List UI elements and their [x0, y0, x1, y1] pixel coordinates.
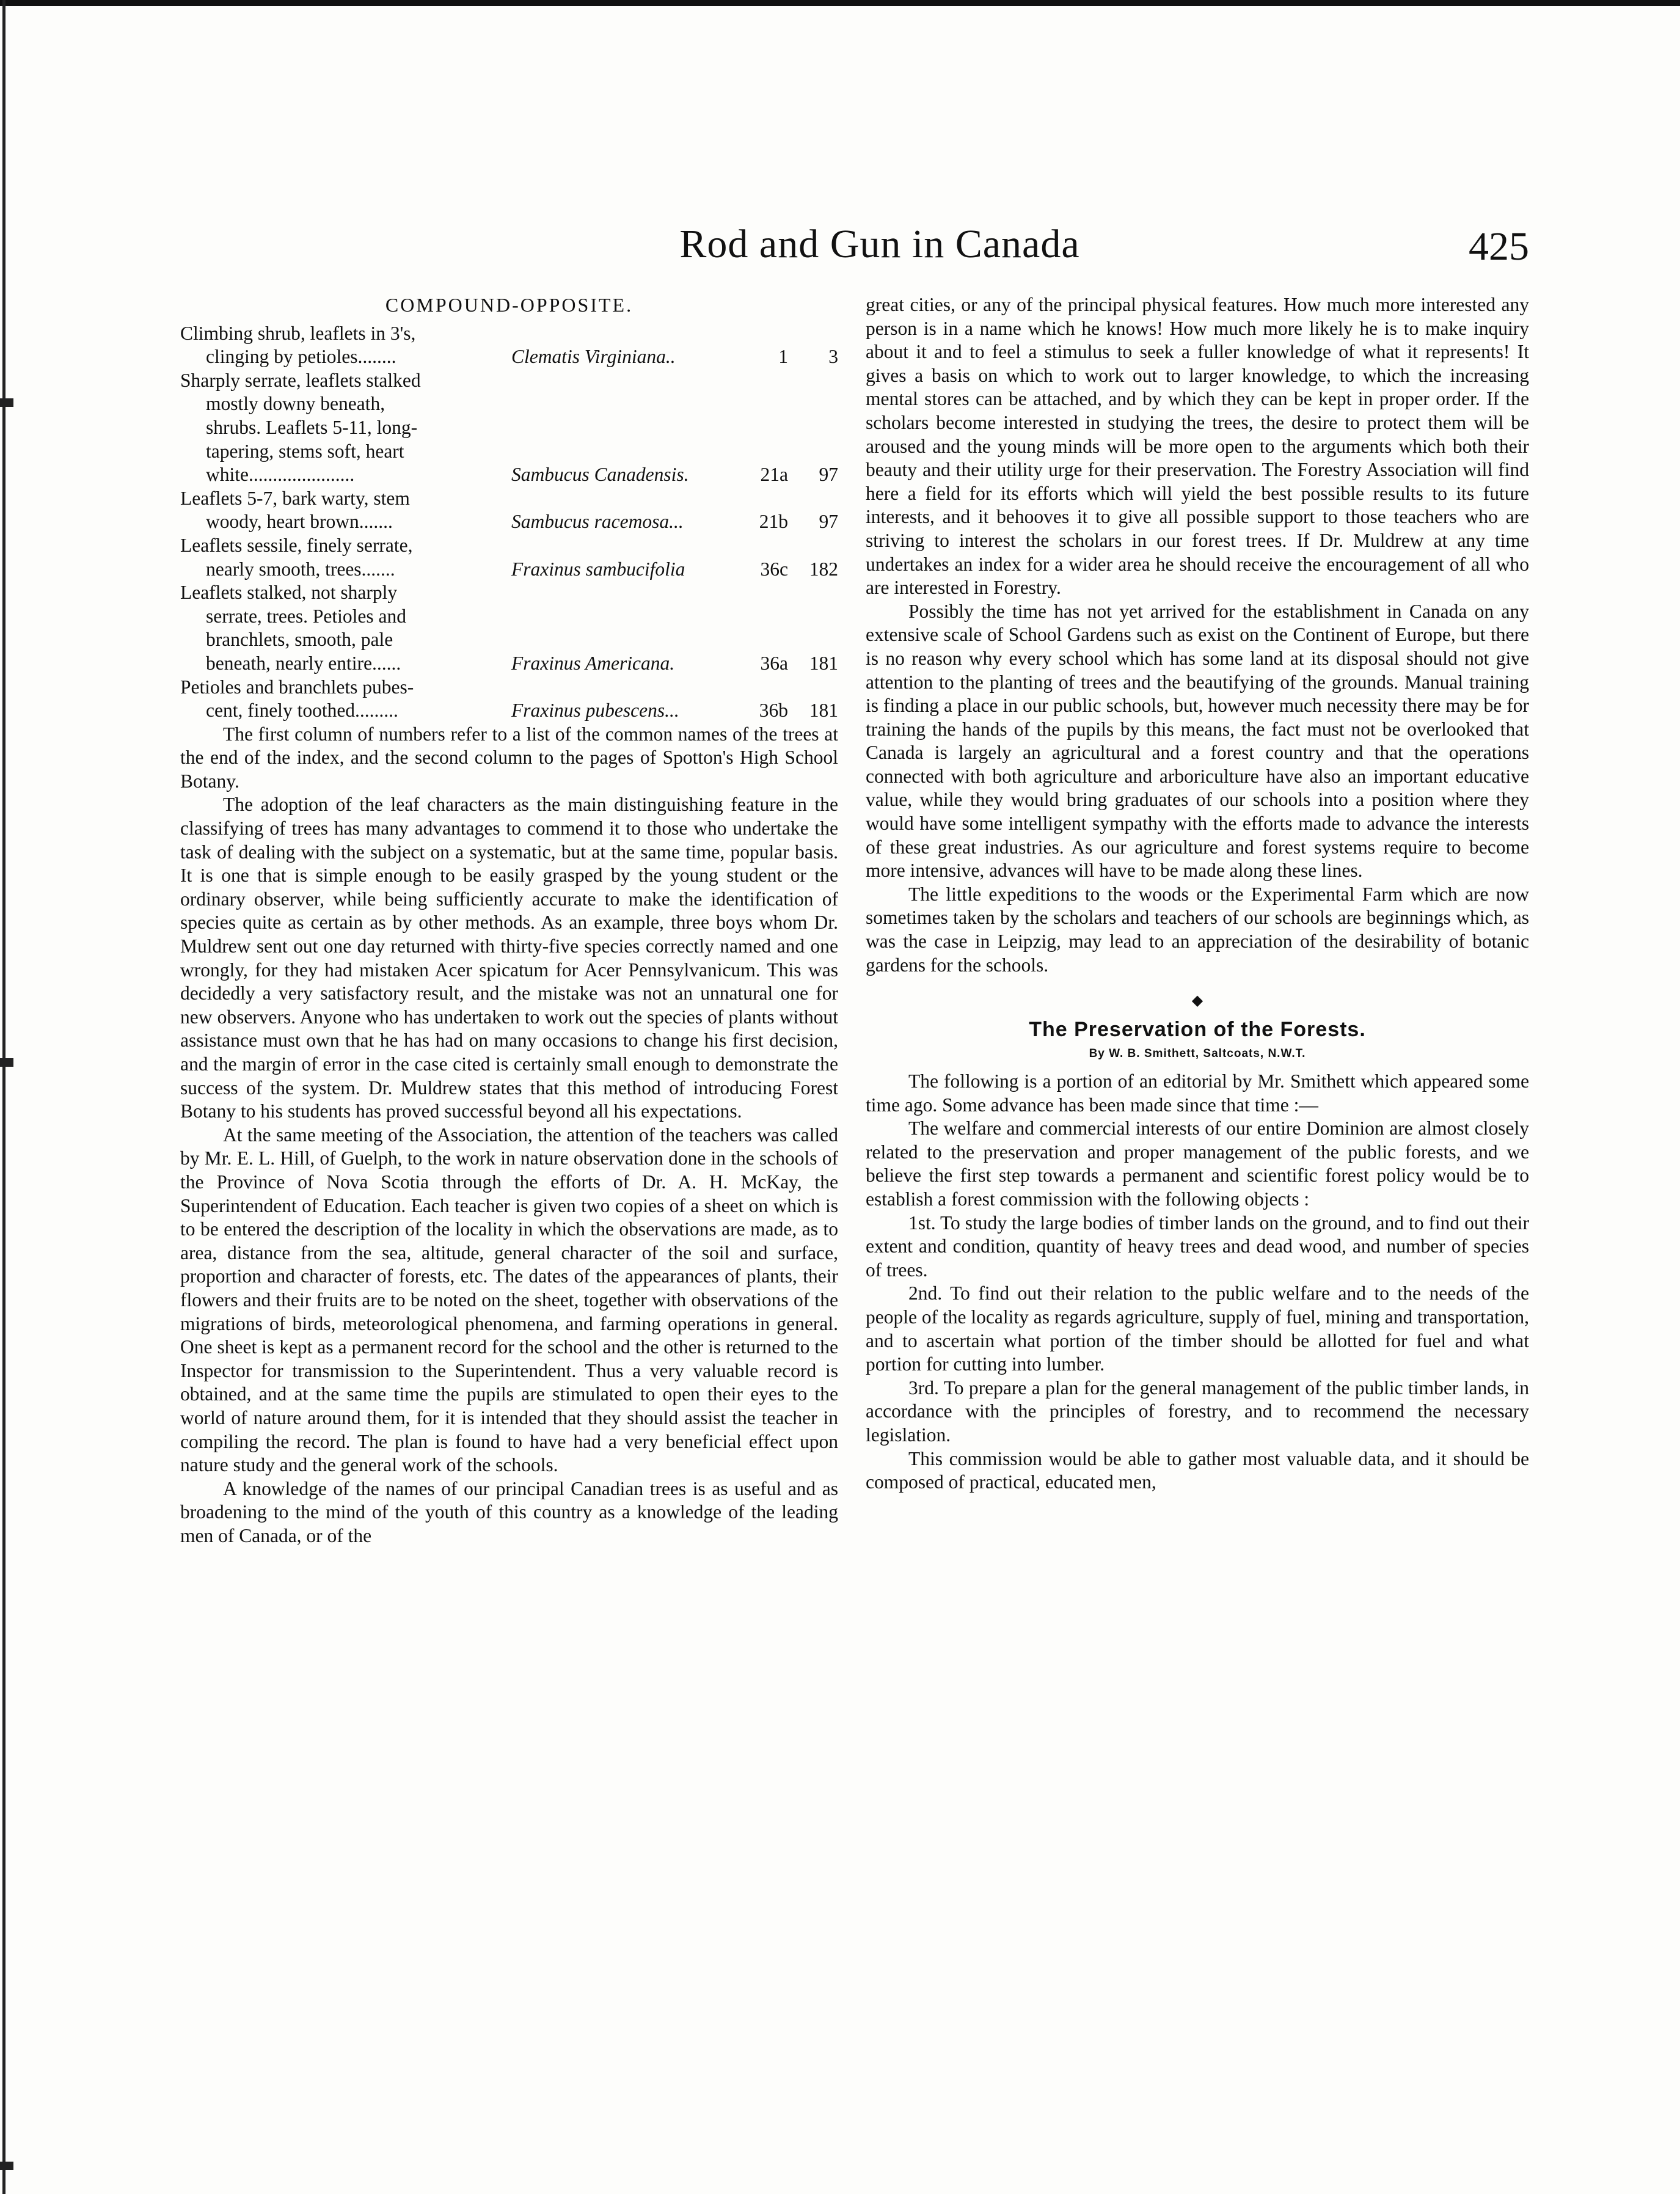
- paragraph: The adoption of the leaf characters as the main distinguishing feature in the classifying of trees has many advantages to commend it to those who undertake the task of dealing with the subject on a systematic, but at the same time, popular basis. It is one that is simple enough to be easily grasped by the young student or the ordinary observer, while being sufficiently accurate to make the identification of species quite as certain as by other methods. As an example, three boys whom Dr. Muldrew sent out one day returned with thirty-five species correctly named and one wrongly, for they had mistaken Acer spicatum for Acer Pennsylvanicum. This was decidedly a very satisfactory result, and the mistake was not an unnatural one for new observers. Anyone who has undertaken to work out the species of plants without assistance must own that he has had on many occasions to change his first decision, and the margin of error in the case cited is certainly small enough to demonstrate the success of the system. Dr. Muldrew states that this method of introducing Forest Botany to his students has proved successful beyond all his expectations.: [180, 794, 838, 1122]
- key-description: mostly downy beneath,: [206, 393, 385, 415]
- key-page-number: 181: [809, 700, 838, 722]
- paragraph: great cities, or any of the principal physical features. How much more interested any person is in a name which he knows! How much more likely he is to make inquiry about it and to feel a stimulus to seek a fuller knowledge of what it represents! It gives a basis on which to work out to larger knowledge, to which the increasing mental stores can be attached, and by which they can be kept in proper order. If the scholars become interested in studying the trees, the desire to protect them will be aroused and the young minds will be more open to the arguments which both their beauty and their utility urge for their preservation. The Forestry Association will find here a field for its efforts which will yield the best possible results to its future interests, and it behooves it to give all possible support to those teachers who are striving to interest the scholars in our forest trees. If Dr. Muldrew at any time undertakes an index for a wider area he should receive the encouragement of all who are interested in Forestry.: [866, 294, 1529, 599]
- left-column: [180, 293, 838, 1548]
- key-description: clinging by petioles........: [206, 346, 396, 368]
- key-row: [180, 416, 838, 440]
- key-description: Leaflets sessile, finely serrate,: [180, 534, 413, 556]
- key-row: [180, 440, 838, 464]
- key-row: [180, 676, 838, 700]
- article-byline: By W. B. Smithett, Saltcoats, N.W.T.: [1089, 1047, 1306, 1061]
- key-page-number: 97: [819, 511, 838, 533]
- paragraph: Possibly the time has not yet arrived for the establishment in Canada on any extensive scale of School Gardens such as exist on the Continent of Europe, but there is no reason why every school which has some land at its disposal should not give attention to the planting of trees and the beautifying of the grounds. Manual training is finding a place in our public schools, but, however much necessity there may be for training the hands of the pupils by this means, the fact must not be overlooked that Canada is largely an agricultural and a forest country and that the operations connected with both agriculture and arboriculture have also an important educative value, while they would bring graduates of our schools into a position where they would have some intelligent sympathy with the efforts made to advance the interests of these great industries. As our agriculture and forest systems require to become more intensive, advances will have to be made along these lines.: [866, 600, 1529, 882]
- key-row: [180, 322, 838, 346]
- key-row: [180, 652, 838, 676]
- key-description: Leaflets 5-7, bark warty, stem: [180, 487, 410, 509]
- key-species-name: Sambucus racemosa...: [511, 511, 684, 533]
- top-rule: [0, 0, 1680, 6]
- key-description: Petioles and branchlets pubes-: [180, 676, 414, 698]
- right-column: [866, 293, 1529, 1494]
- key-page-number: 97: [819, 464, 838, 486]
- paragraph: A knowledge of the names of our principal Canadian trees is as useful and as broadening to the mind of the youth of this country as a knowledge of the leading men of Canada, or of the: [180, 1477, 838, 1546]
- key-description: branchlets, smooth, pale: [206, 629, 393, 651]
- running-title: Rod and Gun in Canada: [679, 222, 1080, 266]
- section-heading: COMPOUND-OPPOSITE.: [385, 294, 634, 316]
- key-species-name: Fraxinus Americana.: [511, 652, 675, 674]
- key-species-name: Fraxinus sambucifolia: [511, 558, 685, 580]
- paragraph: 1st. To study the large bodies of timber lands on the ground, and to find out their extent and condition, quantity of heavy trees and dead wood, and number of species of trees.: [866, 1212, 1529, 1281]
- paragraph: This commission would be able to gather most valuable data, and it should be composed of practical, educated men,: [866, 1447, 1529, 1493]
- key-row: [180, 487, 838, 511]
- key-index-number: 21a: [760, 464, 788, 486]
- paragraph: At the same meeting of the Association, the attention of the teachers was called by Mr. E. L. Hill, of Guelph, to the work in nature observation done in the schools of the Province of Nova Scotia through the efforts of Dr. A. H. McKay, the Superintendent of Education. Each teacher is given two copies of a sheet on which is to be entered the description of the locality in which the observations are made, as to area, distance from the sea, altitude, general character of the soil and surface, proportion and character of forests, etc. The dates of the appearances of plants, their flowers and their fruits are to be noted on the sheet, together with observations of the migrations of birds, meteorological phenomena, and farming operations in general. One sheet is kept as a permanent record for the school and the other is returned to the Inspector for transmission to the Superintendent. Thus a very valuable record is obtained, and at the same time the pupils are stimulated to open their eyes to the world of nature around them, for it is intended that they should assist the teacher in compiling the record. The plan is found to have had a very beneficial effect upon nature study and the general work of the schools.: [180, 1124, 838, 1476]
- paragraph: The following is a portion of an editorial by Mr. Smithett which appeared some time ago. Some advance has been made since that time :—: [866, 1070, 1529, 1116]
- key-row: [180, 558, 838, 582]
- key-description: serrate, trees. Petioles and: [206, 605, 406, 627]
- ornament: ◆: [1191, 993, 1203, 1009]
- binding-tick: [0, 2162, 13, 2170]
- key-row: [180, 392, 838, 416]
- key-row: [180, 345, 838, 369]
- key-row: [180, 510, 838, 534]
- binding-tick: [0, 1058, 13, 1067]
- paragraph: 2nd. To find out their relation to the public welfare and to the needs of the people of the locality as regards agriculture, supply of fuel, mining and transportation, and to ascertain what portion of the timber should be allotted for fuel and what portion for cutting into lumber.: [866, 1282, 1529, 1375]
- key-index-number: 21b: [759, 511, 788, 533]
- page-number: 425: [1469, 224, 1529, 269]
- key-description: cent, finely toothed.........: [206, 700, 398, 722]
- paragraph: The welfare and commercial interests of our entire Dominion are almost closely related to the preservation and proper management of the public forests, and we believe the first step towards a permanent and scientific forest policy would be to establish a forest commission with the following objects :: [866, 1117, 1529, 1210]
- key-index-number: 36a: [760, 652, 788, 674]
- key-row: [180, 605, 838, 629]
- key-index-number: 36b: [759, 700, 788, 722]
- key-row: [180, 628, 838, 652]
- key-description: beneath, nearly entire......: [206, 652, 401, 674]
- key-species-name: Sambucus Canadensis.: [511, 464, 689, 486]
- key-description: white......................: [206, 464, 355, 486]
- key-row: [180, 699, 838, 723]
- key-description: Climbing shrub, leaflets in 3's,: [180, 322, 416, 344]
- article-title: The Preservation of the Forests.: [1029, 1017, 1366, 1041]
- key-description: Leaflets stalked, not sharply: [180, 582, 398, 604]
- binding-tick: [0, 398, 13, 407]
- key-page-number: 3: [828, 346, 838, 368]
- key-row: [180, 534, 838, 558]
- paragraph: The first column of numbers refer to a list of the common names of the trees at the end of the index, and the second column to the pages of Spotton's High School Botany.: [180, 723, 838, 792]
- key-index-number: 36c: [760, 558, 788, 580]
- key-row: [180, 463, 838, 487]
- key-description: tapering, stems soft, heart: [206, 440, 404, 462]
- key-index-number: 1: [778, 346, 788, 368]
- key-species-name: Clematis Virginiana..: [511, 346, 676, 368]
- paragraph: The little expeditions to the woods or the Experimental Farm which are now sometimes taken by the scholars and teachers of our schools are beginnings which, as was the case in Leipzig, may lead to an appreciation of the desirability of botanic gardens for the schools.: [866, 883, 1529, 976]
- key-row: [180, 581, 838, 605]
- key-description: woody, heart brown.......: [206, 511, 393, 533]
- key-row: [180, 369, 838, 393]
- key-species-name: Fraxinus pubescens...: [511, 700, 679, 722]
- species-key: [180, 322, 838, 723]
- paragraph: 3rd. To prepare a plan for the general management of the public timber lands, in accordance with the principles of forestry, and to recommend the necessary legislation.: [866, 1377, 1529, 1446]
- key-description: shrubs. Leaflets 5-11, long-: [206, 416, 418, 438]
- key-description: nearly smooth, trees.......: [206, 558, 395, 580]
- binding-edge: [2, 0, 5, 2194]
- key-page-number: 182: [809, 558, 838, 580]
- key-page-number: 181: [809, 652, 838, 674]
- key-description: Sharply serrate, leaflets stalked: [180, 369, 421, 391]
